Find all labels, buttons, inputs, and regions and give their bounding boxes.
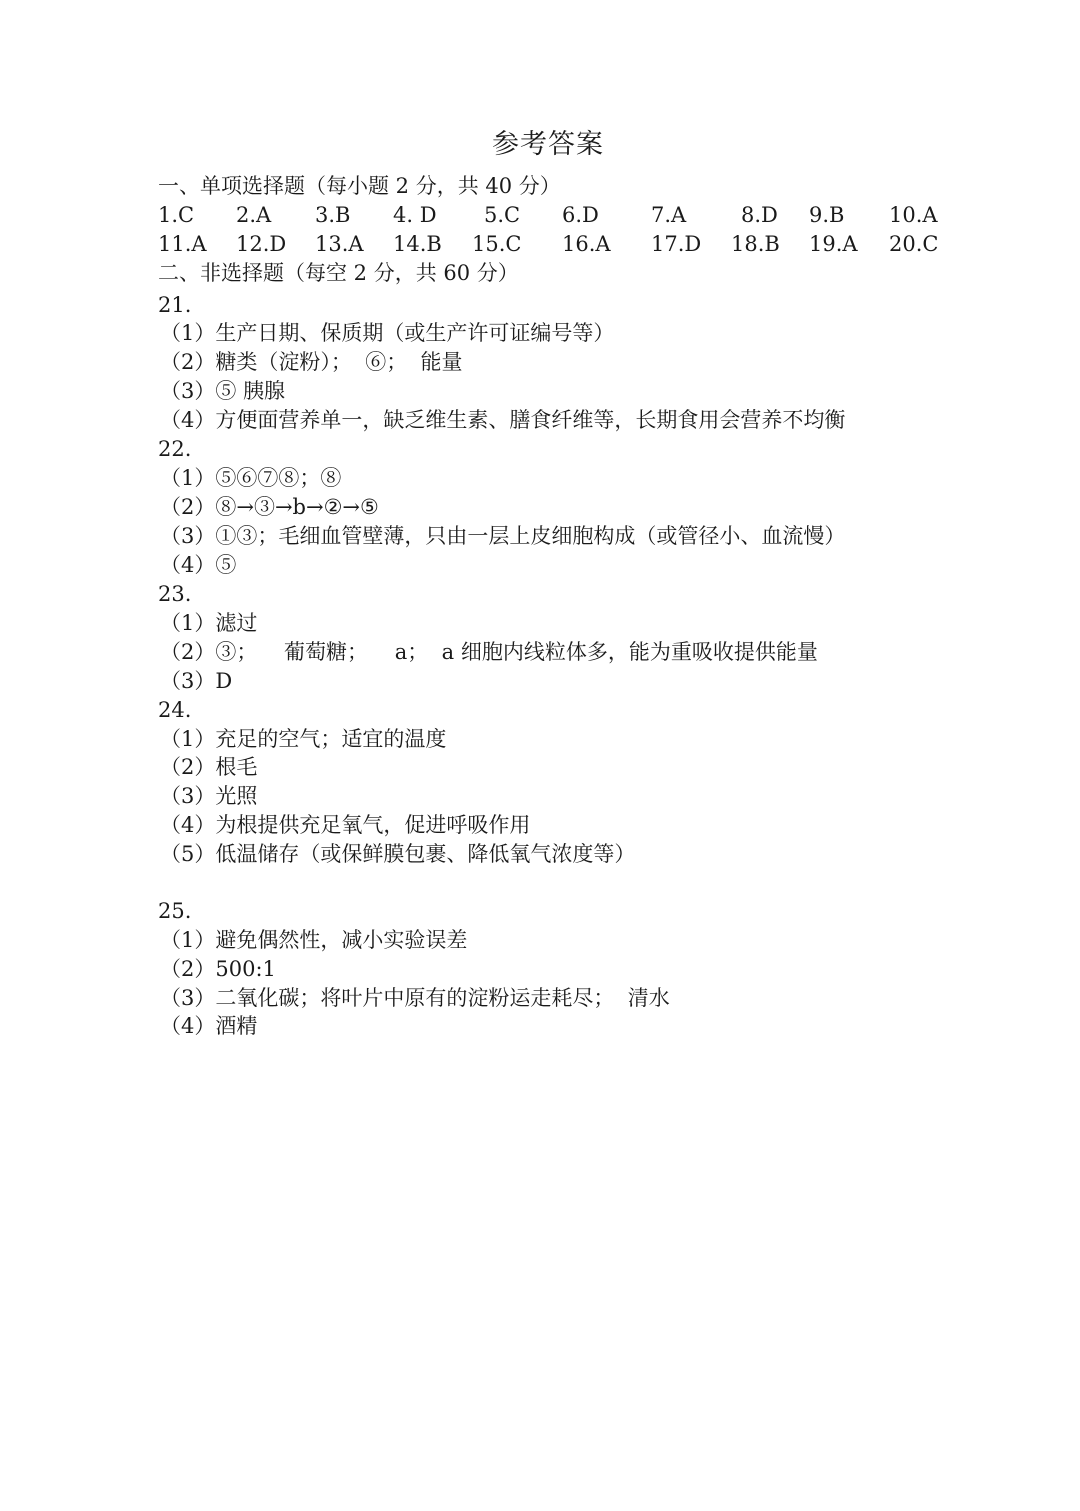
section1-heading: 一、单项选择题（每小题 2 分，共 40 分） xyxy=(158,174,561,198)
answer-line: （3）二氧化碳；将叶片中原有的淀粉运走耗尽； 清水 xyxy=(160,986,670,1010)
answer-line: （2）⑧→③→b→②→⑤ xyxy=(160,495,379,519)
answer-cell: 13.A xyxy=(315,232,364,256)
answer-line: （4）⑤ xyxy=(160,553,237,577)
answer-line: （1）生产日期、保质期（或生产许可证编号等） xyxy=(160,321,615,345)
answer-line: （1）⑤⑥⑦⑧；⑧ xyxy=(160,466,342,490)
answer-cell: 10.A xyxy=(889,203,938,227)
answer-cell: 8.D xyxy=(741,203,778,227)
answer-line: （1）避免偶然性，减小实验误差 xyxy=(160,928,468,952)
answer-cell: 14.B xyxy=(393,232,442,256)
answer-line: （3）⑤ 胰腺 xyxy=(160,379,286,403)
answer-cell: 20.C xyxy=(889,232,939,256)
question-number: 24. xyxy=(158,698,192,722)
question-number: 22. xyxy=(158,437,192,461)
answer-line: （4）酒精 xyxy=(160,1014,258,1038)
answer-cell: 5.C xyxy=(484,203,521,227)
answer-line: （3）光照 xyxy=(160,784,258,808)
answer-cell: 11.A xyxy=(158,232,207,256)
question-number: 25. xyxy=(158,899,192,923)
answer-cell: 3.B xyxy=(315,203,351,227)
answer-cell: 16.A xyxy=(562,232,611,256)
answer-cell: 6.D xyxy=(562,203,599,227)
answer-cell: 1.C xyxy=(158,203,195,227)
answer-cell: 7.A xyxy=(651,203,687,227)
answer-line: （2）根毛 xyxy=(160,755,258,779)
answer-line: （2）糖类（淀粉）； ⑥； 能量 xyxy=(160,350,463,374)
answer-cell: 19.A xyxy=(809,232,858,256)
page-title: 参考答案 xyxy=(492,129,604,160)
answer-cell: 2.A xyxy=(236,203,272,227)
answer-cell: 12.D xyxy=(236,232,287,256)
answer-line: （4）为根提供充足氧气，促进呼吸作用 xyxy=(160,813,531,837)
answer-line: （2）500:1 xyxy=(160,957,276,981)
question-number: 21. xyxy=(158,293,192,317)
answer-cell: 18.B xyxy=(731,232,780,256)
answer-line: （3）D xyxy=(160,669,233,693)
answer-cell: 15.C xyxy=(472,232,522,256)
answer-line: （2）③； 葡萄糖； a； a 细胞内线粒体多，能为重吸收提供能量 xyxy=(160,640,818,664)
answer-line: （1）充足的空气；适宜的温度 xyxy=(160,727,447,751)
answer-cell: 9.B xyxy=(809,203,845,227)
section2-heading: 二、非选择题（每空 2 分，共 60 分） xyxy=(158,261,519,285)
answer-cell: 17.D xyxy=(651,232,702,256)
question-number: 23. xyxy=(158,582,192,606)
answer-line: （4）方便面营养单一，缺乏维生素、膳食纤维等，长期食用会营养不均衡 xyxy=(160,408,846,432)
answer-line: （5）低温储存（或保鲜膜包裹、降低氧气浓度等） xyxy=(160,842,636,866)
answer-cell: 4. D xyxy=(393,203,437,227)
answer-line: （1）滤过 xyxy=(160,611,258,635)
answer-line: （3）①③；毛细血管壁薄，只由一层上皮细胞构成（或管径小、血流慢） xyxy=(160,524,846,548)
